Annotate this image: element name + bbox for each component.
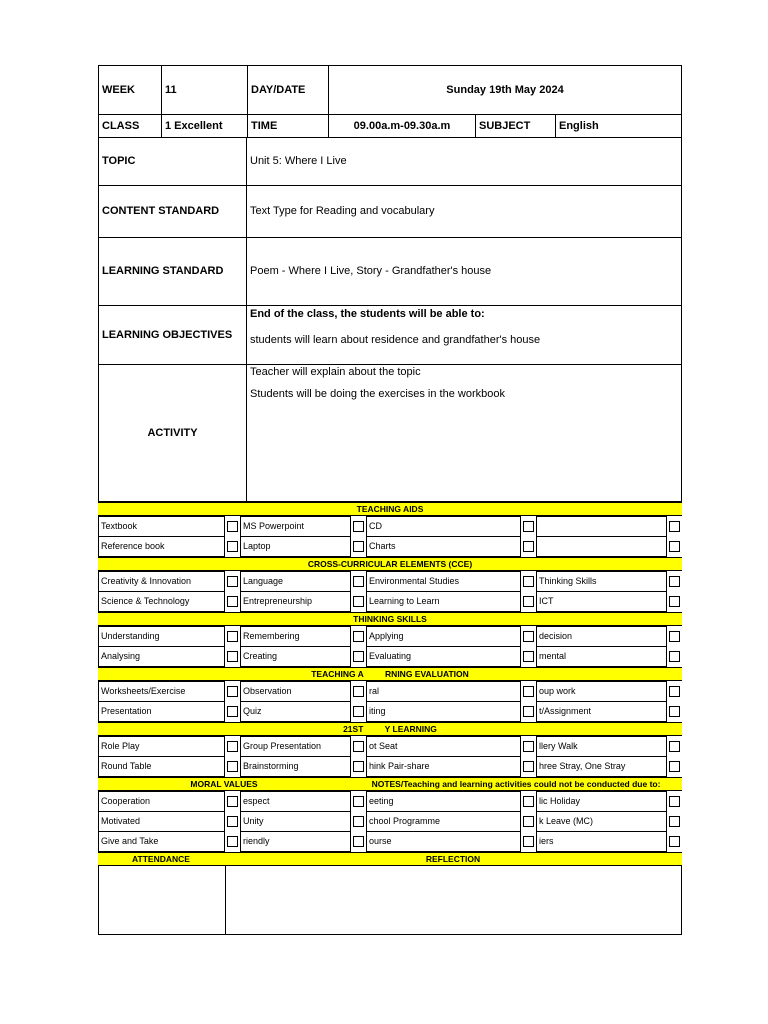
- checkbox[interactable]: [523, 706, 534, 717]
- attendance-reflection-header: [98, 852, 682, 866]
- checkbox-cell: [667, 791, 683, 811]
- checkbox[interactable]: [669, 741, 680, 752]
- checkbox-cell: [521, 736, 537, 756]
- table-row: [99, 681, 683, 701]
- learning-standard-label: LEARNING STANDARD: [99, 237, 247, 305]
- table-row: [99, 591, 683, 611]
- option-label: CD: [367, 516, 521, 536]
- checkbox-cell: [521, 516, 537, 536]
- option-label: ot Seat: [367, 736, 521, 756]
- option-label: Language: [241, 571, 351, 591]
- table-row: [99, 756, 683, 776]
- checkbox[interactable]: [227, 686, 238, 697]
- content-standard-value: Text Type for Reading and vocabulary: [247, 185, 682, 237]
- option-label: Round Table: [99, 756, 225, 776]
- checkbox-cell: [667, 701, 683, 721]
- checkbox-cell: [225, 681, 241, 701]
- 21st-century-header: 21ST Y LEARNING: [98, 722, 682, 736]
- week-label: WEEK: [99, 66, 162, 115]
- table-row: [99, 831, 683, 851]
- option-label: Presentation: [99, 701, 225, 721]
- checkbox[interactable]: [523, 741, 534, 752]
- checkbox-cell: [351, 701, 367, 721]
- checkbox-cell: [225, 571, 241, 591]
- option-label: Science & Technology: [99, 591, 225, 611]
- option-label: Textbook: [99, 516, 225, 536]
- option-label: riendly: [241, 831, 351, 851]
- learning-standard-value: Poem - Where I Live, Story - Grandfather's house: [247, 237, 682, 305]
- checkbox[interactable]: [353, 541, 364, 552]
- option-label: espect: [241, 791, 351, 811]
- checkbox-cell: [351, 831, 367, 851]
- checkbox[interactable]: [523, 836, 534, 847]
- checkbox-cell: [225, 516, 241, 536]
- daydate-label: DAY/DATE: [248, 66, 329, 115]
- class-value: 1 Excellent: [162, 115, 248, 138]
- option-label: MS Powerpoint: [241, 516, 351, 536]
- notes-header: NOTES/Teaching and learning activities could not be conducted due to:: [371, 778, 661, 789]
- checkbox-cell: [667, 756, 683, 776]
- checkbox-cell: [667, 591, 683, 611]
- week-value: 11: [162, 66, 248, 115]
- checkbox-cell: [225, 646, 241, 666]
- option-label: llery Walk: [537, 736, 667, 756]
- option-label: [537, 516, 667, 536]
- option-label: mental: [537, 646, 667, 666]
- checkbox-cell: [225, 811, 241, 831]
- checkbox[interactable]: [669, 521, 680, 532]
- moral-values-grid: [98, 791, 683, 852]
- checkbox-cell: [521, 701, 537, 721]
- checkbox[interactable]: [227, 541, 238, 552]
- checkbox-cell: [521, 831, 537, 851]
- reflection-cell[interactable]: [226, 866, 682, 935]
- attendance-header: ATTENDANCE: [132, 853, 190, 864]
- option-label: lic Holiday: [537, 791, 667, 811]
- checkbox[interactable]: [523, 521, 534, 532]
- checkbox[interactable]: [353, 576, 364, 587]
- checkbox[interactable]: [353, 816, 364, 827]
- time-label: TIME: [248, 115, 329, 138]
- evaluation-header: TEACHING A RNING EVALUATION: [98, 667, 682, 681]
- option-label: [537, 536, 667, 556]
- content-standard-label: CONTENT STANDARD: [99, 185, 247, 237]
- checkbox[interactable]: [523, 631, 534, 642]
- checkbox-cell: [225, 736, 241, 756]
- objectives-text: students will learn about residence and grandfather's house: [250, 333, 541, 346]
- option-label: Understanding: [99, 626, 225, 646]
- table-row: [99, 701, 683, 721]
- checkbox-cell: [521, 811, 537, 831]
- checkbox-cell: [521, 646, 537, 666]
- objectives-intro: End of the class, the students will be able to:: [250, 307, 485, 320]
- checkbox[interactable]: [227, 761, 238, 772]
- topic-label: TOPIC: [99, 138, 247, 185]
- checkbox[interactable]: [669, 631, 680, 642]
- checkbox[interactable]: [353, 686, 364, 697]
- checkbox[interactable]: [523, 686, 534, 697]
- option-label: eeting: [367, 791, 521, 811]
- table-row: [99, 736, 683, 756]
- option-label: Applying: [367, 626, 521, 646]
- attendance-reflection-table: [98, 866, 682, 935]
- checkbox-cell: [521, 756, 537, 776]
- checkbox-cell: [351, 736, 367, 756]
- table-row: [99, 516, 683, 536]
- checkbox[interactable]: [353, 706, 364, 717]
- option-label: Cooperation: [99, 791, 225, 811]
- checkbox-cell: [351, 681, 367, 701]
- option-label: Motivated: [99, 811, 225, 831]
- checkbox-cell: [225, 591, 241, 611]
- option-label: Creativity & Innovation: [99, 571, 225, 591]
- checkbox-cell: [521, 791, 537, 811]
- checkbox[interactable]: [523, 816, 534, 827]
- option-label: Charts: [367, 536, 521, 556]
- checkbox-cell: [521, 626, 537, 646]
- teaching-aids-header: TEACHING AIDS: [98, 502, 682, 516]
- checkbox-cell: [225, 701, 241, 721]
- option-label: Observation: [241, 681, 351, 701]
- attendance-cell[interactable]: [99, 866, 226, 935]
- checkbox[interactable]: [353, 631, 364, 642]
- checkbox[interactable]: [227, 631, 238, 642]
- checkbox[interactable]: [523, 651, 534, 662]
- checkbox-cell: [351, 536, 367, 556]
- objectives-label: LEARNING OBJECTIVES: [99, 305, 247, 364]
- subject-label: SUBJECT: [476, 115, 556, 138]
- checkbox[interactable]: [227, 706, 238, 717]
- checkbox[interactable]: [523, 796, 534, 807]
- evaluation-grid: [98, 681, 683, 722]
- thinking-skills-header: THINKING SKILLS: [98, 612, 682, 626]
- details-table: [98, 138, 682, 502]
- daydate-value: Sunday 19th May 2024: [329, 66, 682, 115]
- moral-notes-header: [98, 777, 682, 791]
- checkbox-cell: [351, 591, 367, 611]
- header-table: [98, 65, 682, 138]
- checkbox[interactable]: [669, 816, 680, 827]
- checkbox[interactable]: [353, 651, 364, 662]
- option-label: iting: [367, 701, 521, 721]
- option-label: oup work: [537, 681, 667, 701]
- checkbox[interactable]: [669, 651, 680, 662]
- checkbox[interactable]: [669, 541, 680, 552]
- checkbox[interactable]: [523, 576, 534, 587]
- checkbox-cell: [667, 536, 683, 556]
- checkbox[interactable]: [669, 761, 680, 772]
- checkbox-cell: [667, 646, 683, 666]
- option-label: Role Play: [99, 736, 225, 756]
- option-label: Quiz: [241, 701, 351, 721]
- option-label: decision: [537, 626, 667, 646]
- checkbox-cell: [667, 811, 683, 831]
- option-label: hink Pair-share: [367, 756, 521, 776]
- checkbox-cell: [225, 626, 241, 646]
- checkbox[interactable]: [227, 816, 238, 827]
- checkbox-cell: [667, 626, 683, 646]
- checkbox[interactable]: [523, 541, 534, 552]
- time-value: 09.00a.m-09.30a.m: [329, 115, 476, 138]
- checkbox[interactable]: [523, 596, 534, 607]
- option-label: Give and Take: [99, 831, 225, 851]
- option-label: Worksheets/Exercise: [99, 681, 225, 701]
- checkbox-cell: [351, 516, 367, 536]
- table-row: [99, 536, 683, 556]
- option-label: t/Assignment: [537, 701, 667, 721]
- checkbox[interactable]: [227, 741, 238, 752]
- option-label: ICT: [537, 591, 667, 611]
- checkbox[interactable]: [353, 521, 364, 532]
- checkbox[interactable]: [227, 576, 238, 587]
- option-label: Laptop: [241, 536, 351, 556]
- checkbox[interactable]: [353, 796, 364, 807]
- teaching-aids-grid: [98, 516, 683, 557]
- option-label: Group Presentation: [241, 736, 351, 756]
- checkbox-cell: [351, 811, 367, 831]
- checkbox-cell: [521, 536, 537, 556]
- checkbox[interactable]: [353, 836, 364, 847]
- table-row: [99, 646, 683, 666]
- table-row: [99, 791, 683, 811]
- checkbox[interactable]: [353, 761, 364, 772]
- cce-grid: [98, 571, 683, 612]
- checkbox-cell: [351, 571, 367, 591]
- checkbox-cell: [351, 756, 367, 776]
- option-label: iers: [537, 831, 667, 851]
- checkbox-cell: [521, 681, 537, 701]
- checkbox-cell: [225, 536, 241, 556]
- checkbox[interactable]: [669, 706, 680, 717]
- checkbox[interactable]: [669, 596, 680, 607]
- option-label: Analysing: [99, 646, 225, 666]
- checkbox[interactable]: [669, 836, 680, 847]
- checkbox-cell: [351, 791, 367, 811]
- activity-label: ACTIVITY: [99, 364, 247, 501]
- checkbox-cell: [225, 756, 241, 776]
- option-label: ourse: [367, 831, 521, 851]
- class-label: CLASS: [99, 115, 162, 138]
- option-label: hree Stray, One Stray: [537, 756, 667, 776]
- checkbox[interactable]: [227, 651, 238, 662]
- option-label: Learning to Learn: [367, 591, 521, 611]
- checkbox[interactable]: [227, 796, 238, 807]
- option-label: Environmental Studies: [367, 571, 521, 591]
- option-label: Entrepreneurship: [241, 591, 351, 611]
- moral-values-header: MORAL VALUES: [190, 778, 258, 789]
- cce-header: CROSS-CURRICULAR ELEMENTS (CCE): [98, 557, 682, 571]
- checkbox[interactable]: [523, 761, 534, 772]
- activity-line-1: Teacher will explain about the topic: [250, 365, 421, 378]
- option-label: Thinking Skills: [537, 571, 667, 591]
- option-label: k Leave (MC): [537, 811, 667, 831]
- checkbox-cell: [225, 791, 241, 811]
- option-label: Unity: [241, 811, 351, 831]
- checkbox-cell: [351, 646, 367, 666]
- option-label: Reference book: [99, 536, 225, 556]
- checkbox-cell: [521, 591, 537, 611]
- checkbox-cell: [225, 831, 241, 851]
- checkbox-cell: [667, 516, 683, 536]
- checkbox[interactable]: [669, 576, 680, 587]
- checkbox-cell: [667, 571, 683, 591]
- option-label: Creating: [241, 646, 351, 666]
- option-label: Brainstorming: [241, 756, 351, 776]
- option-label: chool Programme: [367, 811, 521, 831]
- checkbox-cell: [351, 626, 367, 646]
- checkbox[interactable]: [227, 596, 238, 607]
- checkbox-cell: [521, 571, 537, 591]
- activity-line-2: Students will be doing the exercises in the workbook: [250, 387, 505, 400]
- checkbox[interactable]: [669, 796, 680, 807]
- subject-value: English: [556, 115, 682, 138]
- checkbox-cell: [667, 681, 683, 701]
- checkbox-cell: [667, 831, 683, 851]
- checkbox-cell: [667, 736, 683, 756]
- 21st-century-grid: [98, 736, 683, 777]
- lesson-plan: [98, 65, 682, 935]
- topic-value: Unit 5: Where I Live: [247, 138, 682, 185]
- option-label: ral: [367, 681, 521, 701]
- thinking-skills-grid: [98, 626, 683, 667]
- checkbox[interactable]: [227, 836, 238, 847]
- table-row: [99, 811, 683, 831]
- option-label: Evaluating: [367, 646, 521, 666]
- table-row: [99, 571, 683, 591]
- option-label: Remembering: [241, 626, 351, 646]
- checkbox[interactable]: [353, 741, 364, 752]
- reflection-header: REFLECTION: [425, 853, 481, 864]
- checkbox[interactable]: [669, 686, 680, 697]
- table-row: [99, 626, 683, 646]
- checkbox[interactable]: [227, 521, 238, 532]
- checkbox[interactable]: [353, 596, 364, 607]
